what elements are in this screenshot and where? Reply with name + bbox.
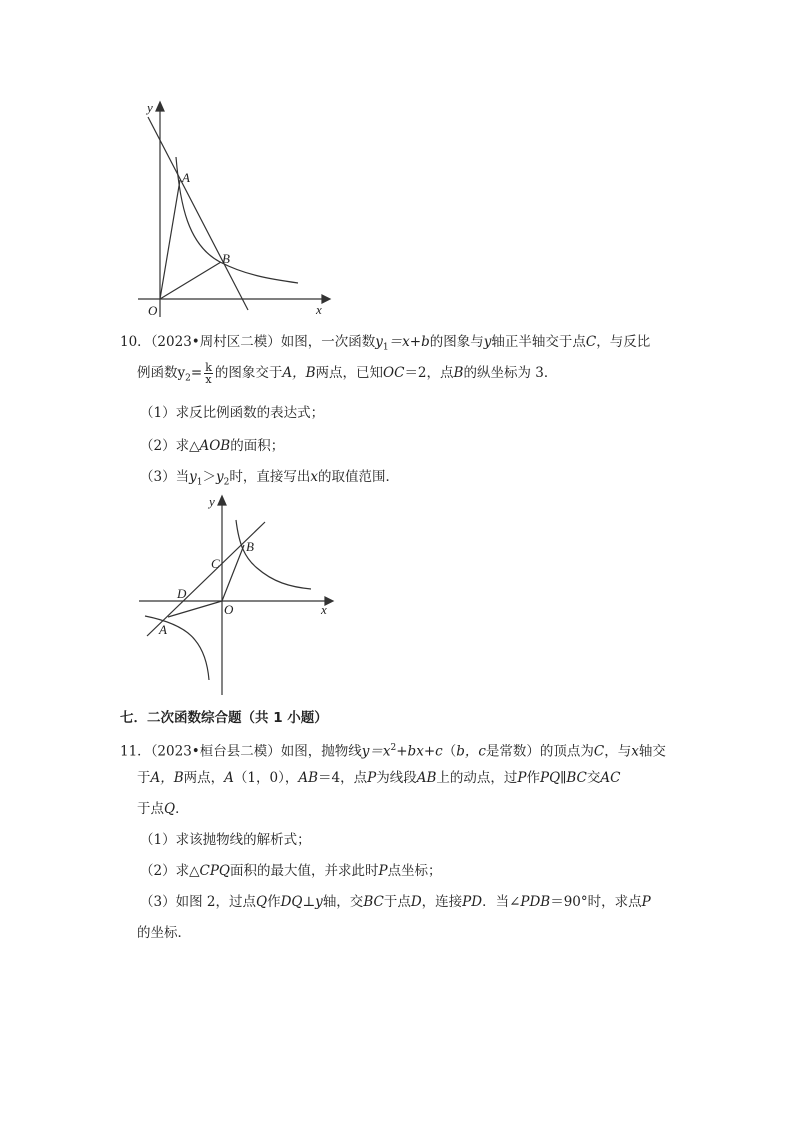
q11-part-1: （1）求该抛物线的解析式； <box>140 832 311 848</box>
q11-line-1: 11．（2023•桓台县二模）如图，抛物线$y=x^2+bx+c(b$，c是常数）的顶点为C，与x轴交 <box>120 743 666 760</box>
fig2-label-b: B <box>246 539 254 554</box>
fig2-label-d: D <box>177 586 187 601</box>
fig1-label-o: O <box>148 303 158 318</box>
fig2-hyperbola-lower <box>145 616 209 680</box>
fig1-label-a: A <box>182 170 190 185</box>
figure-1 <box>130 95 340 325</box>
q10-fraction: $\frac{k}{x}$ <box>205 361 212 386</box>
q10-line-2: 例函数$y_2=$ $\frac{k}{x}$ 的图象交于A，B两点，已知OC＝2，点B的纵坐标为 3． <box>137 361 558 386</box>
q10-part-3: （3）当$y_1>y_2$时，直接写出x的取值范围． <box>140 469 399 488</box>
fig2-label-c: C <box>211 556 220 571</box>
figure-2 <box>135 490 345 700</box>
fig1-x-arrow <box>322 295 330 303</box>
fig2-y-arrow <box>218 496 226 505</box>
q11-line-2: 于A，B两点，A（1，0），AB＝4，点P为线段AB上的动点，过P作PQ∥BC交AC <box>137 770 621 786</box>
fig2-label-x: x <box>321 602 327 617</box>
q11-line-5: 的坐标． <box>137 925 191 941</box>
fig2-segment-oa <box>168 601 222 617</box>
fig2-label-o: O <box>224 602 234 617</box>
fig1-y-arrow <box>156 102 164 111</box>
fig2-label-y: y <box>209 494 215 509</box>
q10-part-1: （1）求反比例函数的表达式； <box>140 405 325 421</box>
fig1-segment-ob <box>160 262 221 299</box>
q10-part-2: （2）求△AOB的面积； <box>140 438 285 454</box>
fig2-hyperbola-upper <box>236 520 311 589</box>
fig1-hyperbola <box>176 157 298 283</box>
fig1-label-b: B <box>222 251 230 266</box>
fig2-label-a: A <box>159 622 167 637</box>
fig1-label-x: x <box>316 302 322 317</box>
q11-part-2: （2）求△CPQ面积的最大值，并求此时P点坐标； <box>140 863 442 879</box>
fig1-segment-oa <box>160 180 180 299</box>
q11-part-3: （3）如图 2，过点Q作DQ⊥y轴，交BC于点D，连接PD．当∠PDB＝90°时，求点P <box>140 894 651 910</box>
q10-line-1: 10．（2023•周村区二模）如图，一次函数$y_1=x+b$的图象与y轴正半轴交于点C，与反比 <box>120 334 651 353</box>
q11-line-3: 于点Q． <box>137 801 189 817</box>
fig1-label-y: y <box>147 100 153 115</box>
section-heading-7: 七．二次函数综合题（共 1 小题） <box>120 710 328 726</box>
